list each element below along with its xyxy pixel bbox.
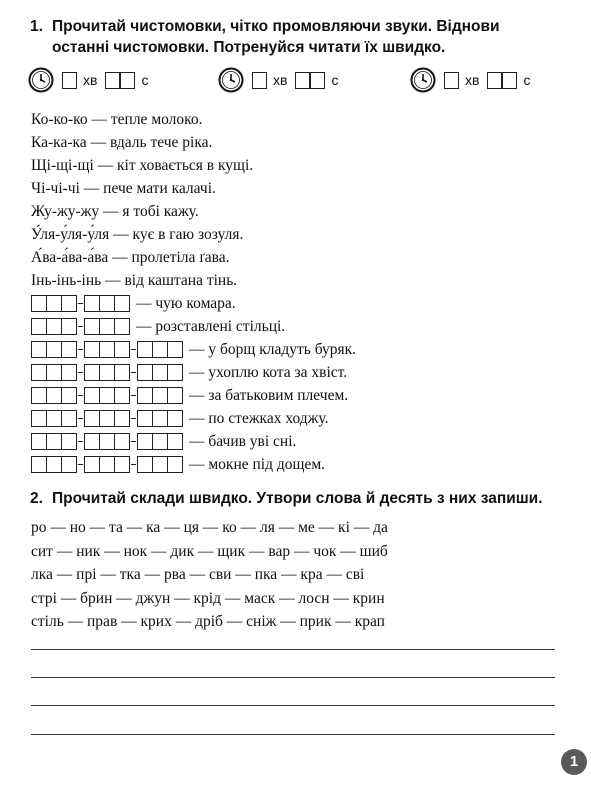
clock-icon bbox=[28, 67, 54, 93]
minutes-box[interactable] bbox=[252, 72, 267, 89]
seconds-box[interactable] bbox=[120, 72, 135, 89]
hyphen bbox=[131, 464, 136, 466]
minutes-label: хв bbox=[465, 72, 480, 88]
seconds-box[interactable] bbox=[310, 72, 325, 89]
hyphen bbox=[78, 349, 83, 351]
rhyme-text: Чі-чі-чі — пече мати калачі. bbox=[31, 180, 216, 197]
syllable-group[interactable] bbox=[31, 433, 77, 450]
reading-timers bbox=[28, 66, 568, 94]
syllable-group[interactable] bbox=[137, 387, 183, 404]
clock-icon bbox=[218, 67, 244, 93]
hyphen bbox=[78, 303, 83, 305]
task-1-line-1: Прочитай чистомовки, чітко промовляючи звуки. Віднови bbox=[52, 18, 500, 35]
hyphen bbox=[78, 395, 83, 397]
rhyme-text: Жу-жу-жу — я тобі кажу. bbox=[31, 203, 199, 220]
syllable-row: сит — ник — нок — дик — щик — вар — чок — шиб bbox=[31, 542, 388, 560]
restore-line bbox=[31, 338, 571, 361]
syllable-group[interactable] bbox=[84, 410, 130, 427]
rhyme-text: У́ля-у́ля-у́ля — кує в гаю зозуля. bbox=[31, 226, 244, 243]
syllable-group[interactable] bbox=[84, 456, 130, 473]
rhyme-line bbox=[31, 131, 571, 154]
syllable-cells[interactable] bbox=[31, 410, 183, 427]
syllable-cells[interactable] bbox=[31, 456, 183, 473]
syllable-group[interactable] bbox=[84, 433, 130, 450]
syllable-row: стіль — прав — крих — дріб — сніж — прик — крап bbox=[31, 613, 385, 630]
hyphen bbox=[131, 418, 136, 420]
rhyme-text: А́ва-а́ва-а́ва — пролетіла ґава. bbox=[31, 249, 230, 266]
syllable-group[interactable] bbox=[31, 341, 77, 358]
writing-line[interactable] bbox=[31, 705, 555, 706]
syllable-cells[interactable] bbox=[31, 318, 130, 335]
syllable-group[interactable] bbox=[84, 318, 130, 335]
rhyme-line bbox=[31, 246, 571, 269]
task-1-line-2: останні чистомовки. Потренуйся читати їх швидко. bbox=[52, 39, 446, 56]
rhyme-line bbox=[31, 154, 571, 177]
hyphen bbox=[131, 372, 136, 374]
restore-line bbox=[31, 292, 571, 315]
restore-line bbox=[31, 430, 571, 453]
restore-text: — у борщ кладуть буряк. bbox=[189, 341, 357, 358]
syllable-group[interactable] bbox=[84, 364, 130, 381]
page-number-badge: 1 bbox=[561, 749, 587, 775]
restore-text: — за батьковим плечем. bbox=[189, 387, 349, 404]
seconds-box[interactable] bbox=[295, 72, 310, 89]
restore-text: — мокне під дощем. bbox=[189, 456, 326, 473]
seconds-box[interactable] bbox=[487, 72, 502, 89]
hyphen bbox=[131, 441, 136, 443]
task-1-number: 1. bbox=[30, 18, 43, 35]
syllable-cells[interactable] bbox=[31, 387, 183, 404]
syllable-row: ро — но — та — ка — ця — ко — ля — ме — кі — да bbox=[31, 519, 388, 536]
syllable-group[interactable] bbox=[31, 295, 77, 312]
task-2-text: Прочитай склади швидко. Утвори слова й десять з них запиши. bbox=[52, 490, 543, 507]
seconds-box[interactable] bbox=[105, 72, 120, 89]
restore-line bbox=[31, 407, 571, 430]
rhyme-text: Ка-ка-ка — вдаль тече ріка. bbox=[31, 134, 213, 151]
syllable-group[interactable] bbox=[31, 318, 77, 335]
clock-icon bbox=[410, 67, 436, 93]
syllable-group[interactable] bbox=[31, 410, 77, 427]
hyphen bbox=[78, 464, 83, 466]
restore-line bbox=[31, 315, 571, 338]
syllable-cells[interactable] bbox=[31, 364, 183, 381]
writing-line[interactable] bbox=[31, 677, 555, 678]
syllable-group[interactable] bbox=[84, 387, 130, 404]
syllable-group[interactable] bbox=[137, 364, 183, 381]
hyphen bbox=[131, 349, 136, 351]
restore-text: — чую комара. bbox=[136, 295, 236, 312]
rhyme-line bbox=[31, 177, 571, 200]
hyphen bbox=[131, 395, 136, 397]
restore-text: — ухоплю кота за хвіст. bbox=[189, 364, 348, 381]
rhyme-line bbox=[31, 269, 571, 292]
syllable-cells[interactable] bbox=[31, 433, 183, 450]
rhyme-line bbox=[31, 223, 571, 246]
rhyme-text: Інь-інь-інь — від каштана тінь. bbox=[31, 272, 238, 289]
syllable-cells[interactable] bbox=[31, 295, 130, 312]
rhyme-line bbox=[31, 200, 571, 223]
minutes-label: хв bbox=[83, 72, 98, 88]
hyphen bbox=[78, 372, 83, 374]
syllable-group[interactable] bbox=[137, 456, 183, 473]
rhyme-text: Щі-щі-щі — кіт ховається в кущі. bbox=[31, 157, 254, 174]
syllable-group[interactable] bbox=[31, 364, 77, 381]
restore-text: — бачив уві сні. bbox=[189, 433, 297, 450]
syllable-group[interactable] bbox=[31, 387, 77, 404]
timer-1 bbox=[28, 66, 148, 94]
restore-line bbox=[31, 361, 571, 384]
syllable-group[interactable] bbox=[31, 456, 77, 473]
task-1-title bbox=[30, 16, 575, 58]
writing-line[interactable] bbox=[31, 649, 555, 650]
hyphen bbox=[78, 326, 83, 328]
seconds-label: с bbox=[141, 72, 149, 88]
rhymes-list bbox=[31, 108, 571, 476]
seconds-box[interactable] bbox=[502, 72, 517, 89]
syllable-group[interactable] bbox=[137, 341, 183, 358]
syllable-row: стрі — брин — джун — крід — маск — лосн — крин bbox=[31, 589, 385, 607]
task-2-number: 2. bbox=[30, 490, 43, 507]
syllable-cells[interactable] bbox=[31, 341, 183, 358]
minutes-box[interactable] bbox=[444, 72, 459, 89]
task-2-title bbox=[30, 488, 575, 509]
hyphen bbox=[78, 441, 83, 443]
syllable-row: лка — прі — тка — рва — сви — пка — кра — сві bbox=[31, 566, 365, 583]
syllable-group[interactable] bbox=[84, 295, 130, 312]
seconds-label: с bbox=[523, 72, 531, 88]
restore-line bbox=[31, 453, 571, 476]
rhyme-text: Ко-ко-ко — тепле молоко. bbox=[31, 111, 203, 128]
seconds-label: с bbox=[331, 72, 339, 88]
minutes-label: хв bbox=[273, 72, 288, 88]
syllable-group[interactable] bbox=[84, 341, 130, 358]
writing-line[interactable] bbox=[31, 734, 555, 735]
timer-3 bbox=[410, 66, 530, 94]
rhyme-line bbox=[31, 108, 571, 131]
syllables-block bbox=[31, 516, 571, 634]
restore-text: — по стежках ходжу. bbox=[189, 410, 329, 427]
hyphen bbox=[78, 418, 83, 420]
restore-text: — розставлені стільці. bbox=[136, 318, 286, 335]
syllable-group[interactable] bbox=[137, 410, 183, 427]
minutes-box[interactable] bbox=[62, 72, 77, 89]
timer-2 bbox=[218, 66, 338, 94]
restore-line bbox=[31, 384, 571, 407]
syllable-group[interactable] bbox=[137, 433, 183, 450]
